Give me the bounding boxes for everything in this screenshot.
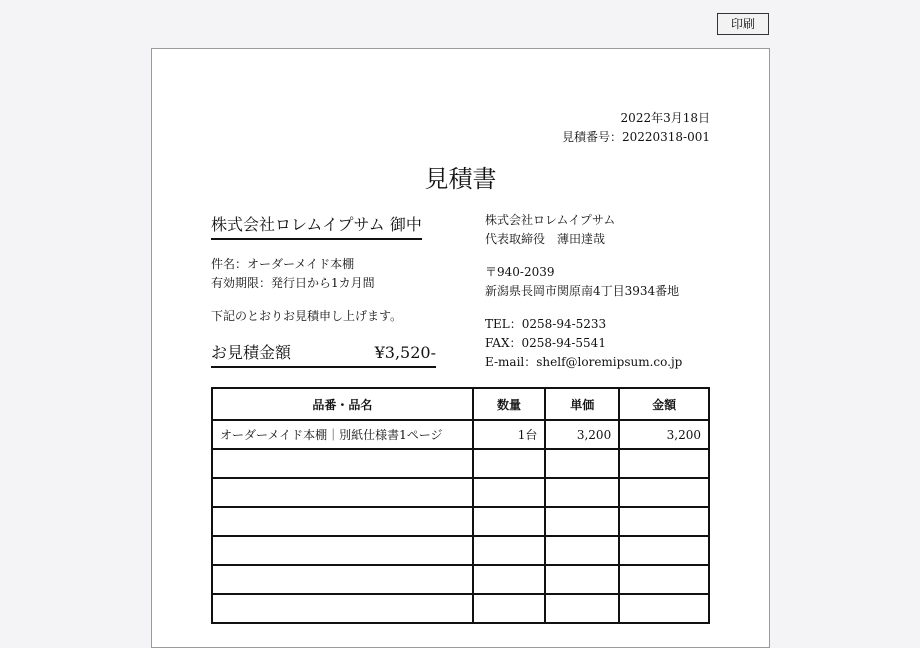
quote-subject: 件名：オーダーメイド本棚 bbox=[211, 257, 355, 271]
table-header-row bbox=[212, 388, 709, 420]
quote-date: 2022年3月18日 bbox=[620, 111, 710, 125]
issuer-company: 株式会社ロレムイプサム bbox=[485, 213, 616, 227]
cell-price bbox=[545, 507, 619, 536]
cell-qty bbox=[473, 565, 546, 594]
issuer-contact-block bbox=[485, 315, 682, 372]
table-row bbox=[212, 507, 709, 536]
cell-price bbox=[545, 536, 619, 565]
table-row bbox=[212, 449, 709, 478]
cell-amount bbox=[619, 565, 709, 594]
lead-text: 下記のとおりお見積申し上げます。 bbox=[211, 309, 403, 323]
issuer-email: E-mail：shelf@loremipsum.co.jp bbox=[485, 355, 683, 369]
table-row bbox=[212, 594, 709, 623]
issuer-info bbox=[485, 211, 682, 372]
cell-amount bbox=[619, 449, 709, 478]
header-amount: 金額 bbox=[619, 388, 709, 420]
items-table bbox=[211, 387, 710, 624]
cell-qty bbox=[473, 507, 546, 536]
total-amount-box bbox=[211, 341, 436, 368]
page-title: 見積書 bbox=[424, 165, 497, 193]
total-label: お見積金額 bbox=[211, 343, 292, 362]
cell-name: オーダーメイド本棚｜別紙仕様書1ページ bbox=[212, 420, 473, 449]
cell-name bbox=[212, 536, 473, 565]
issuer-postal: 〒940-2039 bbox=[485, 265, 555, 279]
cell-price bbox=[545, 449, 619, 478]
table-row bbox=[212, 478, 709, 507]
issuer-company-block bbox=[485, 211, 682, 249]
issuer-tel: TEL：0258-94-5233 bbox=[485, 317, 607, 331]
header-name: 品番・品名 bbox=[212, 388, 473, 420]
cell-price bbox=[545, 565, 619, 594]
table-row bbox=[212, 565, 709, 594]
quote-details bbox=[211, 255, 375, 293]
cell-qty: 1台 bbox=[473, 420, 546, 449]
cell-qty bbox=[473, 594, 546, 623]
print-button[interactable]: 印刷 bbox=[717, 13, 769, 35]
cell-name bbox=[212, 507, 473, 536]
cell-price bbox=[545, 478, 619, 507]
cell-amount: 3,200 bbox=[619, 420, 709, 449]
issuer-representative: 代表取締役 薄田達哉 bbox=[485, 232, 606, 246]
issuer-address-block bbox=[485, 263, 682, 301]
cell-amount bbox=[619, 594, 709, 623]
cell-price: 3,200 bbox=[545, 420, 619, 449]
header-qty: 数量 bbox=[473, 388, 546, 420]
header-price: 単価 bbox=[545, 388, 619, 420]
quote-number: 見積番号：20220318-001 bbox=[561, 130, 710, 144]
cell-price bbox=[545, 594, 619, 623]
cell-name bbox=[212, 594, 473, 623]
cell-qty bbox=[473, 449, 546, 478]
cell-name bbox=[212, 478, 473, 507]
cell-amount bbox=[619, 478, 709, 507]
quote-validity: 有効期限：発行日から1カ月間 bbox=[211, 276, 375, 290]
table-row bbox=[212, 420, 709, 449]
cell-name bbox=[212, 565, 473, 594]
cell-qty bbox=[473, 478, 546, 507]
cell-name bbox=[212, 449, 473, 478]
cell-amount bbox=[619, 536, 709, 565]
cell-amount bbox=[619, 507, 709, 536]
recipient-name: 株式会社ロレムイプサム 御中 bbox=[211, 213, 422, 240]
issuer-address: 新潟県長岡市関原南4丁目3934番地 bbox=[485, 284, 680, 298]
issuer-fax: FAX：0258-94-5541 bbox=[485, 336, 606, 350]
cell-qty bbox=[473, 536, 546, 565]
quote-sheet bbox=[151, 48, 770, 648]
quote-meta bbox=[562, 109, 710, 147]
total-amount: ¥3,520- bbox=[374, 343, 436, 362]
table-row bbox=[212, 536, 709, 565]
